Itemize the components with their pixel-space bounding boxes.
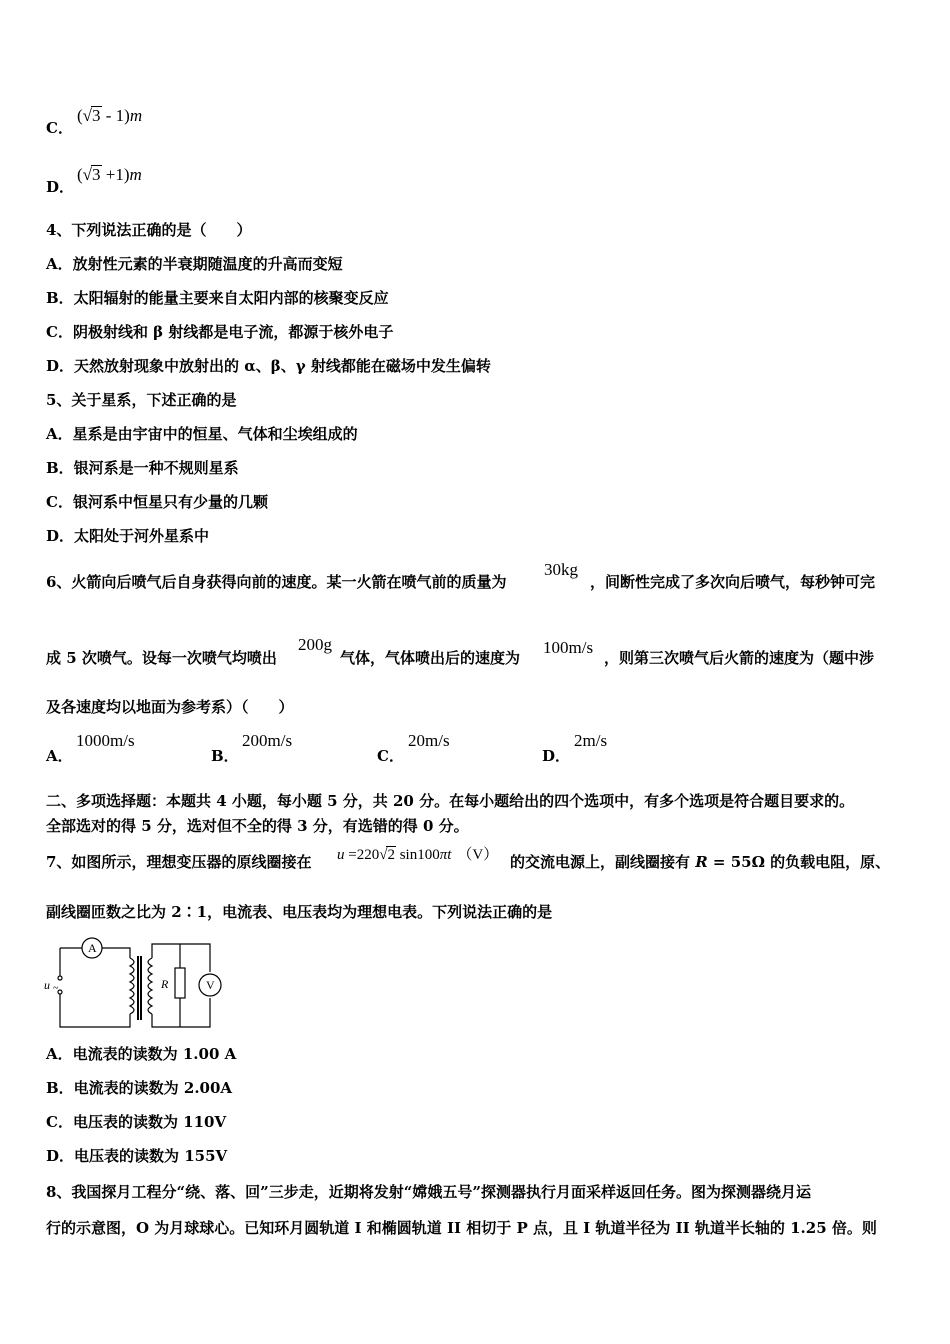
q6-option-b-value: 200m/s bbox=[242, 731, 293, 750]
source-terminal-top bbox=[58, 976, 62, 980]
q8-line1: 8、我国探月工程分“绕、落、回”三步走，近期将发射“嫦娥五号”探测器执行月面采样返回任务。图为探测器绕月运 bbox=[46, 1183, 811, 1201]
q6-option-d-label: D． bbox=[542, 747, 571, 765]
q6-option-c-value: 20m/s bbox=[408, 731, 450, 750]
section2-instructions-line1: 二、多项选择题：本题共 4 小题，每小题 5 分，共 20 分。在每小题给出的四个选项中，有多个选项是符合题目要求的。 bbox=[46, 792, 855, 810]
resistor-body bbox=[175, 968, 185, 998]
secondary-wire-bottom bbox=[152, 998, 210, 1027]
q6-option-a-label: A． bbox=[46, 747, 73, 765]
q3-option-c-label: C． bbox=[46, 119, 73, 137]
source-label: u bbox=[44, 978, 50, 992]
q6-option-b-label: B． bbox=[211, 747, 239, 765]
q5-option-d: D．太阳处于河外星系中 bbox=[46, 527, 210, 545]
q5-option-b: B．银河系是一种不规则星系 bbox=[46, 459, 239, 477]
q6-option-a-value: 1000m/s bbox=[76, 731, 135, 750]
q7-option-a: A．电流表的读数为 1.00 A bbox=[46, 1045, 237, 1063]
q6-gas-mass-value: 200g bbox=[298, 635, 332, 654]
q8-line2: 行的示意图，O 为月球球心。已知环月圆轨道 I 和椭圆轨道 II 相切于 P 点，且 I 轨道半径为 II 轨道半长轴的 1.25 倍。则 bbox=[46, 1219, 877, 1237]
q6-option-d-value: 2m/s bbox=[574, 731, 608, 750]
q7-option-d: D．电压表的读数为 155V bbox=[46, 1147, 228, 1165]
q5-option-a: A．星系是由宇宙中的恒星、气体和尘埃组成的 bbox=[46, 425, 358, 443]
section2-instructions-line2: 全部选对的得 5 分，选对但不全的得 3 分，有选错的得 0 分。 bbox=[46, 817, 469, 835]
q4-option-c: C．阴极射线和 β 射线都是电子流，都源于核外电子 bbox=[46, 323, 394, 341]
q6-option-c-label: C． bbox=[377, 747, 404, 765]
q6-line2-end: ，则第三次喷气后火箭的速度为（题中涉 bbox=[604, 649, 875, 667]
q7-option-b: B．电流表的读数为 2.00A bbox=[46, 1079, 233, 1097]
q4-option-d: D．天然放射现象中放射出的 α、β、γ 射线都能在磁场中发生偏转 bbox=[46, 357, 491, 375]
source-terminal-bottom bbox=[58, 990, 62, 994]
primary-coil bbox=[130, 958, 134, 1014]
q7-voltage-formula: u =220√2 sin100πt （V） bbox=[337, 847, 499, 863]
q3-option-d-expression: (√3 +1)m bbox=[77, 165, 142, 184]
q6-line1-start: 6、火箭向后喷气后自身获得向前的速度。某一火箭在喷气前的质量为 bbox=[46, 573, 507, 591]
q7-line1-middle: 的交流电源上，副线圈接有 R = 55Ω 的负载电阻，原、 bbox=[510, 853, 891, 871]
q6-line3: 及各速度均以地面为参考系）（ ） bbox=[46, 698, 294, 716]
transformer-circuit-diagram bbox=[40, 934, 230, 1032]
secondary-coil bbox=[148, 958, 152, 1014]
q5-option-c: C．银河系中恒星只有少量的几颗 bbox=[46, 493, 268, 511]
primary-wire-top-right bbox=[102, 948, 130, 958]
source-tilde: ~ bbox=[53, 983, 59, 994]
q6-line2-middle: 气体，气体喷出后的速度为 bbox=[340, 649, 521, 667]
resistor-label: R bbox=[161, 977, 169, 991]
q7-option-c: C．电压表的读数为 110V bbox=[46, 1113, 227, 1131]
voltmeter-label: V bbox=[206, 978, 215, 992]
q3-option-d-label: D． bbox=[46, 178, 75, 196]
q6-line2-start: 成 5 次喷气。设每一次喷气均喷出 bbox=[46, 649, 277, 667]
ammeter-label: A bbox=[88, 941, 97, 955]
primary-wire-bottom bbox=[60, 992, 130, 1027]
q4-stem: 4、下列说法正确的是（ ） bbox=[46, 221, 252, 239]
q4-option-b: B．太阳辐射的能量主要来自太阳内部的核聚变反应 bbox=[46, 289, 389, 307]
q7-line1-start: 7、如图所示，理想变压器的原线圈接在 bbox=[46, 853, 312, 871]
q6-mass-value: 30kg bbox=[544, 560, 578, 579]
q3-option-c-expression: (√3 - 1)m bbox=[77, 106, 143, 125]
q6-speed-value: 100m/s bbox=[543, 638, 594, 657]
q4-option-a: A．放射性元素的半衰期随温度的升高而变短 bbox=[46, 255, 343, 273]
q5-stem: 5、关于星系，下述正确的是 bbox=[46, 391, 237, 409]
q7-line2: 副线圈匝数之比为 2∶1，电流表、电压表均为理想电表。下列说法正确的是 bbox=[46, 903, 553, 921]
q6-line1-end: ，间断性完成了多次向后喷气，每秒钟可完 bbox=[590, 573, 876, 591]
